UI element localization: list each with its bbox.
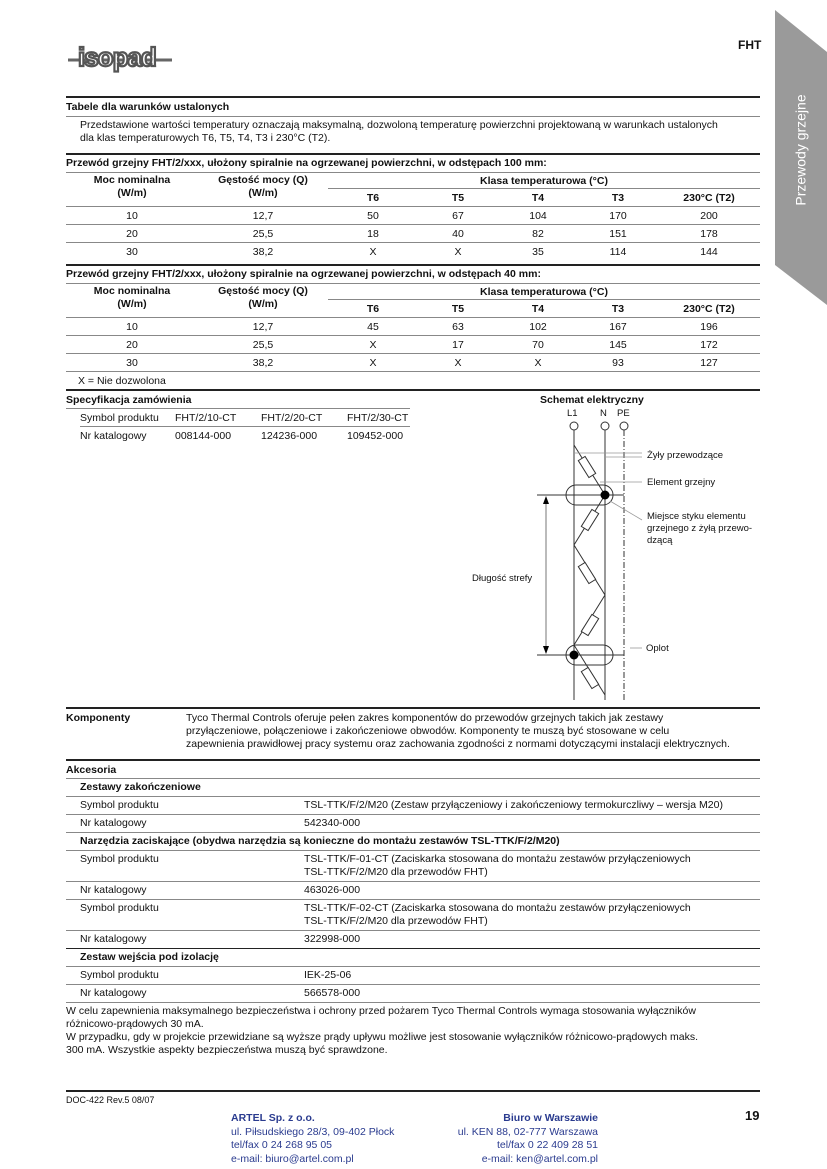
table-row: Nr katalogowy 463026-000: [66, 882, 760, 900]
col-power: Moc nominalna (W/m): [93, 174, 171, 199]
intro-text: Przedstawione wartości temperatury oznaczają maksymalną, dozwoloną temperaturę powierzchni projektowaną w warunkach ustalonych dla klas temperaturowych T6, T5, T4, T3 i 230°C (T2).: [80, 119, 718, 144]
product-code: FHT: [738, 38, 762, 52]
table1-title: Przewód grzejny FHT/2/xxx, ułożony spiralnie na ogrzewanej powierzchni, w odstępach 100 mm:: [66, 157, 547, 169]
terminal-l1: L1: [567, 408, 578, 419]
spec-row-symbol: Symbol produktu FHT/2/10-CT FHT/2/20-CT FHT/2/30-CT: [80, 409, 410, 427]
page-number: 19: [745, 1108, 760, 1123]
col-t2: 230°C (T2): [658, 300, 760, 318]
company-address-plock: ARTEL Sp. z o.o. ul. Piłsudskiego 28/3, 09-402 Płock tel/fax 0 24 268 95 05 e-mail: biuro@artel.com.pl: [231, 1112, 395, 1165]
components-title: Komponenty: [66, 712, 131, 724]
table-row: 30 38,2 X X 35 114 144: [66, 243, 760, 261]
divider: [66, 389, 760, 391]
col-t4: T4: [498, 189, 578, 207]
table-row: Symbol produktu TSL-TTK/F-02-CT (Zaciskarka stosowana do montażu zestawów przyłączeniowych TSL-TTK/F/2/M20 dla przewodów FHT): [66, 900, 760, 931]
col-t6: T6: [328, 300, 418, 318]
label-contact-point: Miejsce styku elementu grzejnego z żyłą przewo- dzącą: [647, 511, 753, 546]
col-t4: T4: [498, 300, 578, 318]
svg-text:isopad: isopad: [78, 42, 156, 72]
side-tab-label: Przewody grzejne: [793, 94, 809, 206]
col-density: Gęstość mocy (Q) (W/m): [218, 285, 308, 310]
table-row: 10 12,7 45 63 102 167 196: [66, 318, 760, 336]
schematic-title: Schemat elektryczny: [540, 394, 644, 406]
electrical-schematic: [460, 415, 660, 700]
table-row: 10 12,7 50 67 104 170 200: [66, 207, 760, 225]
company-address-warsaw: Biuro w Warszawie ul. KEN 88, 02-777 Warszawa tel/fax 0 22 409 28 51 e-mail: ken@artel.com.pl: [457, 1112, 598, 1165]
divider: [66, 153, 760, 155]
group-header: Zestaw wejścia pod izolację: [66, 949, 760, 967]
col-t6: T6: [328, 189, 418, 207]
terminal-n: N: [600, 408, 607, 419]
group-header: Narzędzia zaciskające (obydwa narzędzia są konieczne do montażu zestawów TSL-TTK/F/2/M20): [66, 833, 760, 851]
divider: [66, 1090, 760, 1092]
table-row: Symbol produktu TSL-TTK/F-01-CT (Zaciskarka stosowana do montażu zestawów przyłączeniowych TSL-TTK/F/2/M20 dla przewodów FHT): [66, 851, 760, 882]
table-row: Symbol produktu IEK-25-06: [66, 967, 760, 985]
accessories-title: Akcesoria: [66, 764, 117, 776]
divider: [66, 707, 760, 709]
table-row: Symbol produktu TSL-TTK/F/2/M20 (Zestaw przyłączeniowy i zakończeniowy termokurczliwy – wersja M20): [66, 797, 760, 815]
col-t3: T3: [578, 189, 658, 207]
divider: [66, 759, 760, 761]
col-power: Moc nominalna (W/m): [93, 285, 171, 310]
label-zone-length: Długość strefy: [472, 573, 533, 584]
terminal-pe: PE: [617, 408, 630, 419]
order-spec: [80, 409, 410, 444]
col-temp-class: Klasa temperaturowa (°C): [480, 285, 608, 298]
col-density: Gęstość mocy (Q) (W/m): [218, 174, 308, 199]
label-braid: Oplot: [646, 643, 669, 654]
isopad-logo: [66, 38, 176, 78]
components-text: Tyco Thermal Controls oferuje pełen zakres komponentów do przewodów grzejnych takich jak zestawy przyłączeniowe, połączeniowe i zakończeniowe obwodów. Komponenty te muszą być stosowane w celu zapewnienia prawidłowej pracy systemu oraz zachowania zgodności z normami dotyczącymi instalacji elektrycznych.: [186, 712, 730, 750]
divider: [66, 264, 760, 266]
table-row: 20 25,5 18 40 82 151 178: [66, 225, 760, 243]
col-t3: T3: [578, 300, 658, 318]
table-row: 20 25,5 X 17 70 145 172: [66, 336, 760, 354]
divider: [66, 96, 760, 98]
col-t2: 230°C (T2): [658, 189, 760, 207]
table-note: X = Nie dozwolona: [66, 372, 760, 390]
order-spec-title: Specyfikacja zamówienia: [66, 394, 192, 406]
table2-title: Przewód grzejny FHT/2/xxx, ułożony spiralnie na ogrzewanej powierzchni, w odstępach 40 mm:: [66, 268, 541, 280]
table1: [66, 173, 760, 260]
section-title-steady-state: Tabele dla warunków ustalonych: [66, 101, 230, 113]
table-row: Nr katalogowy 542340-000: [66, 815, 760, 833]
divider: [66, 116, 760, 117]
table-row: Nr katalogowy 566578-000: [66, 985, 760, 1003]
table-row: Nr katalogowy 322998-000: [66, 931, 760, 949]
spec-row-catalog: Nr katalogowy 008144-000 124236-000 109452-000: [80, 429, 404, 442]
doc-reference: DOC-422 Rev.5 08/07: [66, 1095, 155, 1105]
group-header: Zestawy zakończeniowe: [66, 779, 760, 797]
label-heating-element: Element grzejny: [647, 477, 716, 488]
accessories-table: [66, 778, 760, 1059]
table2: [66, 284, 760, 389]
label-conductors: Żyły przewodzące: [647, 450, 724, 461]
col-t5: T5: [418, 300, 498, 318]
col-temp-class: Klasa temperaturowa (°C): [480, 174, 608, 187]
safety-note: W celu zapewnienia maksymalnego bezpieczeństwa i ochrony przed pożarem Tyco Thermal Controls wymaga stosowania wyłączników różnicowo-prądowych 30 mA. W przypadku, gdy w projekcie przewidziane są wyższe prądy upływu możliwe jest stosowanie wyłączników różnicowo-prądowych maks. 300 mA. Wszystkie aspekty bezpieczeństwa muszą być sprawdzone.: [66, 1003, 760, 1060]
col-t5: T5: [418, 189, 498, 207]
table-note-row: [66, 372, 760, 390]
table-row: 30 38,2 X X X 93 127: [66, 354, 760, 372]
